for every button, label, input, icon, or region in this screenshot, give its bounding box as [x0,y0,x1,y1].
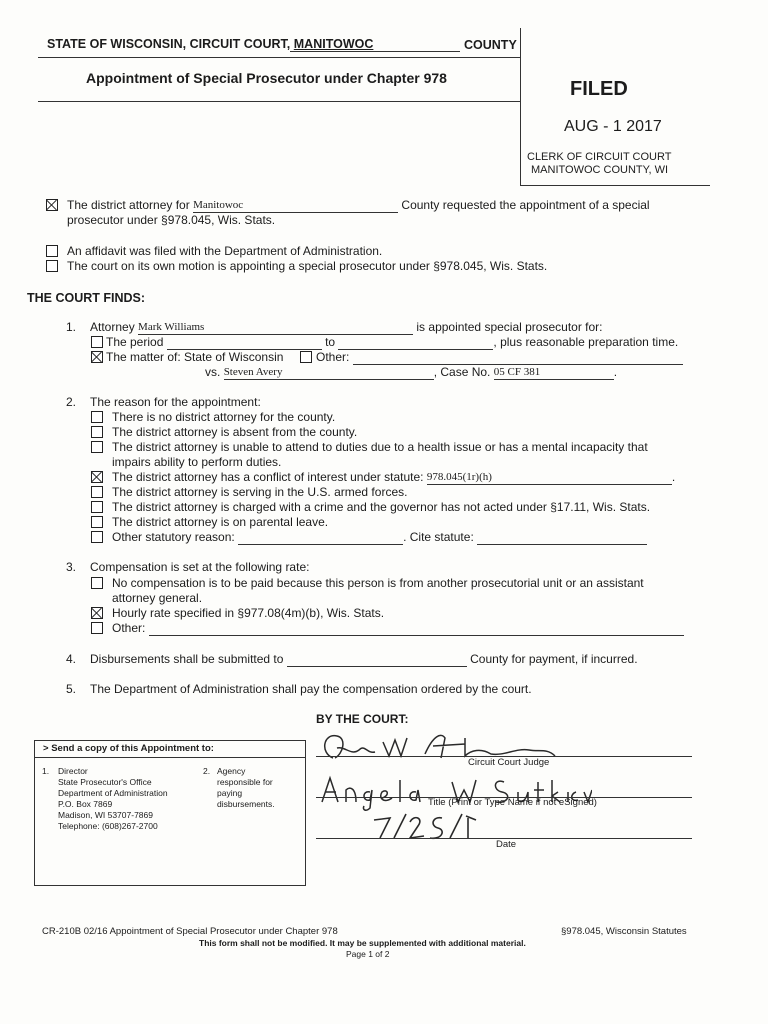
by-the-court: BY THE COURT: [316,712,409,726]
printed-name-label: Title (Print or Type Name if not eSigned) [428,797,597,808]
clerk-line-2: MANITOWOC COUNTY, WI [531,164,669,176]
da-request-line [67,199,650,213]
send-copy-box [34,740,306,886]
matter-checkbox[interactable] [91,351,103,363]
item2-number: 2. [66,395,77,409]
da-county-value: Manitowoc [193,199,244,211]
da-suffix: County requested the appointment of a special [401,198,650,213]
cite-statute-label: . Cite statute: [403,530,474,545]
county-label: COUNTY [464,38,517,52]
reason-charged: The district attorney is charged with a crime and the governor has not acted under §17.11, Wis. Stats. [112,500,651,514]
stamp-bottom-rule [520,185,710,186]
recipient-1-number: 1. [42,766,50,776]
da-prefix: The district attorney for [67,198,190,213]
attorney-line [90,321,603,335]
case-no-field[interactable] [494,366,614,380]
reason-other-label: Other statutory reason: [112,530,235,545]
disbursement-prefix: Disbursements shall be submitted to [90,652,284,667]
other-matter-line [316,351,683,365]
hourly-rate-checkbox[interactable] [91,607,103,619]
reason-health-checkbox[interactable] [91,441,103,453]
period-suffix: , plus reasonable preparation time. [493,335,679,350]
footer-notice: This form shall not be modified. It may be supplemented with additional material. [199,938,526,948]
other-matter-field[interactable] [353,351,683,365]
period-to-label: to [325,335,336,350]
reason-other-field[interactable] [238,531,403,545]
vs-label: vs. [205,365,221,380]
county-underline [290,51,460,52]
case-label: , Case No. [433,365,491,380]
vs-name: Steven Avery [223,366,283,378]
attorney-prefix: Attorney [90,320,135,335]
comp-other-field[interactable] [149,622,684,636]
period-label: The period [106,335,164,350]
state-court-label: STATE OF WISCONSIN, CIRCUIT COURT, [47,37,291,51]
title-rule [38,101,520,102]
recipient-1-line-2: State Prosecutor's Office [58,777,152,787]
attorney-name: Mark Williams [138,321,205,333]
no-comp-text-line-2: attorney general. [112,591,203,605]
period-to-field[interactable] [338,336,493,350]
county-value: MANITOWOC [293,37,374,51]
footer-statute: §978.045, Wisconsin Statutes [561,926,687,937]
court-motion-checkbox[interactable] [46,260,58,272]
comp-other-checkbox[interactable] [91,622,103,634]
form-title: Appointment of Special Prosecutor under Chapter 978 [86,70,447,86]
period-from-field[interactable] [167,336,322,350]
court-motion-text: The court on its own motion is appointing a special prosecutor under §978.045, Wis. Stats. [67,259,548,273]
reason-no-da: There is no district attorney for the county. [112,410,336,424]
reason-parental: The district attorney is on parental leave. [112,515,329,529]
filed-date: AUG - 1 2017 [564,118,662,135]
reason-armed-forces: The district attorney is serving in the U.S. armed forces. [112,485,408,499]
recipient-1-line-5: Madison, WI 53707-7869 [58,810,153,820]
reason-absent: The district attorney is absent from the county. [112,425,358,439]
period-line [106,336,678,350]
send-copy-heading [43,744,214,755]
judge-label: Circuit Court Judge [468,757,550,768]
hourly-rate-text: Hourly rate specified in §977.08(4m)(b), Wis. Stats. [112,606,385,620]
reason-health-line-2: impairs ability to perform duties. [112,455,282,469]
compensation-heading: Compensation is set at the following rate: [90,560,310,574]
recipient-1-line-1: Director [58,766,88,776]
reason-conflict: The district attorney has a conflict of interest under statute: [112,470,424,485]
court-heading [47,37,373,51]
no-comp-text: No compensation is to be paid because this person is from another prosecutorial unit or an assistant [112,576,644,590]
recipient-2-line-1: Agency [217,766,246,776]
other-matter-checkbox[interactable] [300,351,312,363]
header-vertical-rule [520,28,521,102]
reason-conflict-checkbox[interactable] [91,471,103,483]
comp-other-line [112,622,684,636]
send-copy-heading-text: Send a copy of this Appointment to: [51,743,214,754]
recipient-2-line-4: disbursements. [217,799,275,809]
reason-other-checkbox[interactable] [91,531,103,543]
reason-no-da-checkbox[interactable] [91,411,103,423]
arrow-icon: > [43,743,49,754]
reason-heading: The reason for the appointment: [90,395,261,409]
footer-page: Page 1 of 2 [346,949,390,959]
attorney-suffix: is appointed special prosecutor for: [416,320,603,335]
cite-statute-field[interactable] [477,531,647,545]
reason-armed-forces-checkbox[interactable] [91,486,103,498]
footer-form-id: CR-210B 02/16 Appointment of Special Prosecutor under Chapter 978 [42,926,338,937]
da-request-line-2: prosecutor under §978.045, Wis. Stats. [67,213,276,227]
affidavit-checkbox[interactable] [46,245,58,257]
vs-line: vs. Steven Avery , Case No. 05 CF 381 . [205,365,618,380]
comp-other-label: Other: [112,621,146,636]
recipient-2-number: 2. [203,766,211,776]
stamp-vertical-rule [520,102,521,186]
reason-charged-checkbox[interactable] [91,501,103,513]
header-rule [38,57,520,58]
reason-absent-checkbox[interactable] [91,426,103,438]
send-box-rule [35,757,305,758]
da-county-field[interactable] [193,199,398,213]
reason-health: The district attorney is unable to attend to duties due to a health issue or has a mental incapacity that [112,440,648,454]
reason-parental-checkbox[interactable] [91,516,103,528]
filed-stamp: FILED [570,78,628,100]
affidavit-text: An affidavit was filed with the Department of Administration. [67,244,383,258]
reason-other-line [112,531,647,545]
item4-number: 4. [66,652,77,666]
recipient-1-line-4: P.O. Box 7869 [58,799,113,809]
item1-number: 1. [66,320,77,334]
court-finds-heading: THE COURT FINDS: [27,291,146,305]
doa-pay-text: The Department of Administration shall pay the compensation ordered by the court. [90,682,532,696]
recipient-1-line-3: Department of Administration [58,788,168,798]
date-label: Date [496,839,517,850]
disbursement-line [90,653,638,667]
no-comp-checkbox[interactable] [91,577,103,589]
period-checkbox[interactable] [91,336,103,348]
recipient-1-line-6: Telephone: (608)267-2700 [58,821,158,831]
conflict-statute-field[interactable] [427,471,672,485]
reason-conflict-line: The district attorney has a conflict of interest under statute: 978.045(1r)(h) . [112,470,676,485]
da-request-checkbox[interactable] [46,199,58,211]
recipient-2-line-2: responsible for [217,777,273,787]
matter-label: The matter of: State of Wisconsin [106,350,284,364]
item3-number: 3. [66,560,77,574]
disbursement-suffix: County for payment, if incurred. [470,652,638,667]
disbursement-county-field[interactable] [287,653,467,667]
recipient-2-line-3: paying [217,788,243,798]
conflict-statute: 978.045(1r)(h) [426,471,492,483]
item5-number: 5. [66,682,77,696]
clerk-line-1: CLERK OF CIRCUIT COURT [527,151,672,163]
attorney-name-field[interactable] [138,321,413,335]
case-number: 05 CF 381 [493,366,541,378]
date-handwritten [370,808,480,842]
vs-name-field[interactable] [224,366,434,380]
other-matter-label: Other: [316,350,350,365]
